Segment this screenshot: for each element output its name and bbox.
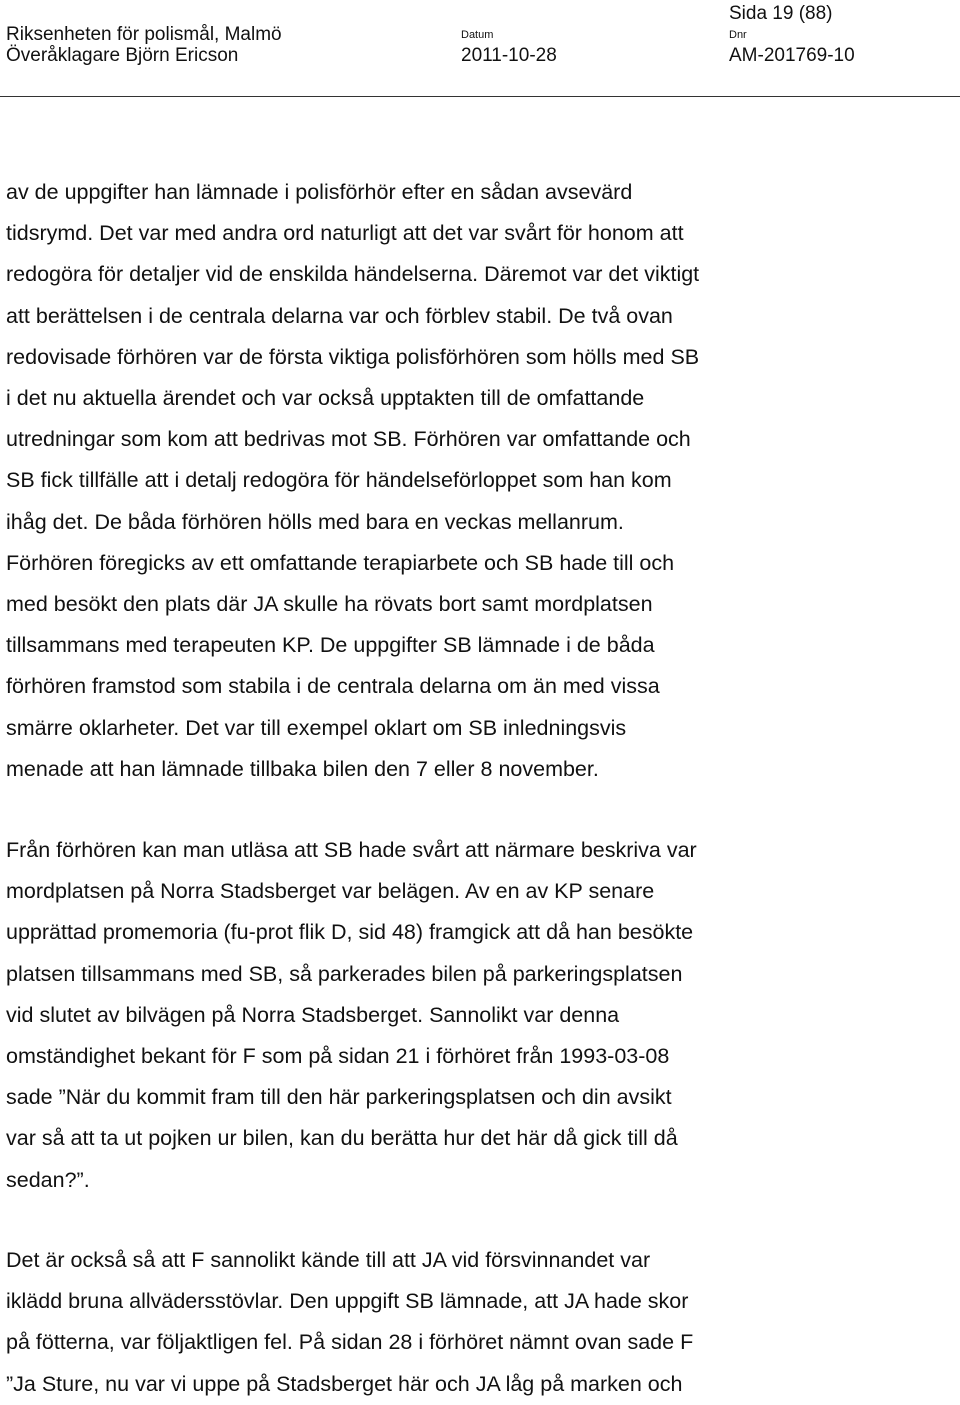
paragraph-3: Det är också så att F sannolikt kände till att JA vid försvinnandet var iklädd bruna allvädersstövlar. Den uppgift SB lämnade, att JA hade skor på fötterna, var följaktligen fel. På sidan 28 i förhöret nämnt ovan sade F ”Ja Sture, nu var vi uppe på Stadsberget här och JA låg på marken och: [6, 1248, 694, 1396]
paragraph-1: av de uppgifter han lämnade i polisförhör efter en sådan avsevärd tidsrymd. Det var med andra ord naturligt att det var svårt för honom att redogöra för detaljer vid de enskilda händelserna. Däremot var det viktigt att berättelsen i de centrala delarna var och förblev stabil. De två ovan redovisade förhören var de första viktiga polisförhören som hölls med SB i det nu aktuella ärendet och var också upptakten till de omfattande utredningar som kom att bedrivas mot SB. Förhören var omfattande och SB fick tillfälle att i detalj redogöra för händelseförloppet som han kom ihåg det. De båda förhören hölls med bara en veckas mellanrum. Förhören föregicks av ett omfattande terapiarbete och SB hade till och med besökt den plats där JA skulle ha rövats bort samt mordplatsen tillsammans med terapeuten KP. De uppgifter SB lämnade i de båda förhören framstod som stabila i de centrala delarna om än med vissa smärre oklarheter. Det var till exempel oklart om SB inledningsvis menade att han lämnade tillbaka bilen den 7 eller 8 november.: [6, 180, 700, 781]
date-value: 2011-10-28: [461, 45, 557, 66]
dnr-value: AM-201769-10: [729, 45, 855, 66]
dnr-label: Dnr: [729, 29, 747, 41]
date-label: Datum: [461, 29, 494, 41]
page-number: Sida 19 (88): [729, 3, 833, 24]
author-name: Överåklagare Björn Ericson: [6, 45, 239, 66]
paragraph-2: Från förhören kan man utläsa att SB hade svårt att närmare beskriva var mordplatsen på Norra Stadsberget var belägen. Av en av KP senare upprättad promemoria (fu-prot flik D, sid 48) framgick att då han besökte platsen tillsammans med SB, så parkerades bilen på parkeringsplatsen vid slutet av bilvägen på Norra Stadsberget. Sannolikt var denna omständighet bekant för F som på sidan 21 i förhöret från 1993-03-08 sade ”När du kommit fram till den här parkeringsplatsen och din avsikt var så att ta ut pojken ur bilen, kan du berätta hur det här då gick till då sedan?”.: [6, 838, 697, 1192]
organization-name: Riksenheten för polismål, Malmö: [6, 24, 282, 45]
header-divider: [0, 96, 960, 97]
